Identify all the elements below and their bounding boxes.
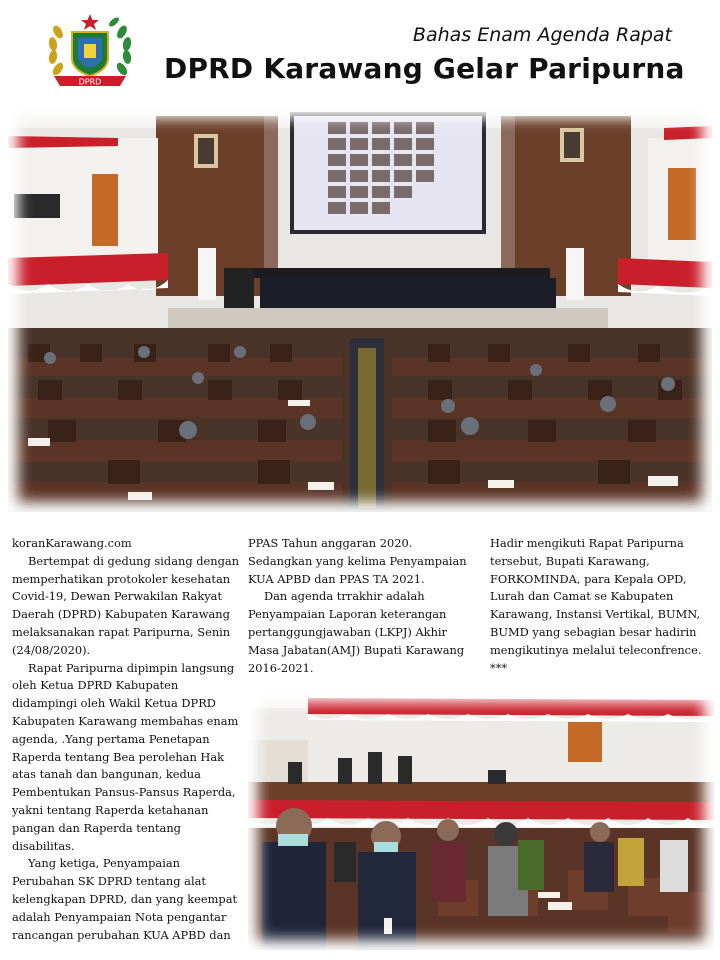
logo-ribbon-text: DPRD — [78, 77, 102, 87]
article-paragraph: PPAS Tahun anggaran 2020. Sedangkan yang kelima Penyampaian KUA APBD dan PPAS TA 2021. — [248, 536, 467, 586]
article-paragraph: Rapat Paripurna dipimpin langsung oleh Ketua DPRD Kabupaten didampingi oleh Wakil Ketua DPRD Kabupaten Karawang membahas enam agenda, .Yang pertama Penetapan Raperda tentang Bea perolehan Hak atas tanah dan bangunan, kedua Pembentukan Pansus-Pansus Raperda, yakni tentang Raperda ketahanan pangan dan Raperda tentang disabilitas. — [12, 660, 239, 853]
article-paragraph: Dan agenda trrakhir adalah Penyampaian Laporan keterangan pertanggungjawaban (LKPJ) Akhir Masa Jabatan(AMJ) Bupati Karawang 2016-2021. — [248, 589, 465, 675]
kicker: Bahas Enam Agenda Rapat — [412, 24, 672, 46]
article-end-mark: *** — [490, 660, 508, 675]
article-column-3 — [490, 535, 712, 677]
article-paragraph: Hadir mengikuti Rapat Paripurna tersebut, Bupati Karawang, FORKOMINDA, para Kepala OPD, Lurah dan Camat se Kabupaten Karawang, Instansi Vertikal, BUMN, BUMD yang sebagian besar hadirin mengikutinya melalui teleconfrence. — [490, 536, 702, 657]
second-photo — [248, 692, 714, 950]
article-column-1 — [12, 535, 240, 944]
article-paragraph: Bertempat di gedung sidang dengan memperhatikan protokoler kesehatan Covid-19, Dewan Perwakilan Rakyat Daerah (DPRD) Kabupaten Karawang melaksanakan rapat Paripurna, Senin (24/08/2020). — [12, 553, 240, 657]
article-column-2 — [248, 535, 478, 677]
article-source: koranKarawang.com — [12, 536, 132, 550]
article-paragraph: Yang ketiga, Penyampaian Perubahan SK DPRD tentang alat kelengkapan DPRD, dan yang keempat adalah Penyampaian Nota pengantar rancangan perubahan KUA APBD dan — [12, 856, 238, 942]
dprd-logo — [44, 12, 136, 96]
main-photo — [8, 108, 712, 512]
headline: DPRD Karawang Gelar Paripurna — [164, 52, 685, 85]
